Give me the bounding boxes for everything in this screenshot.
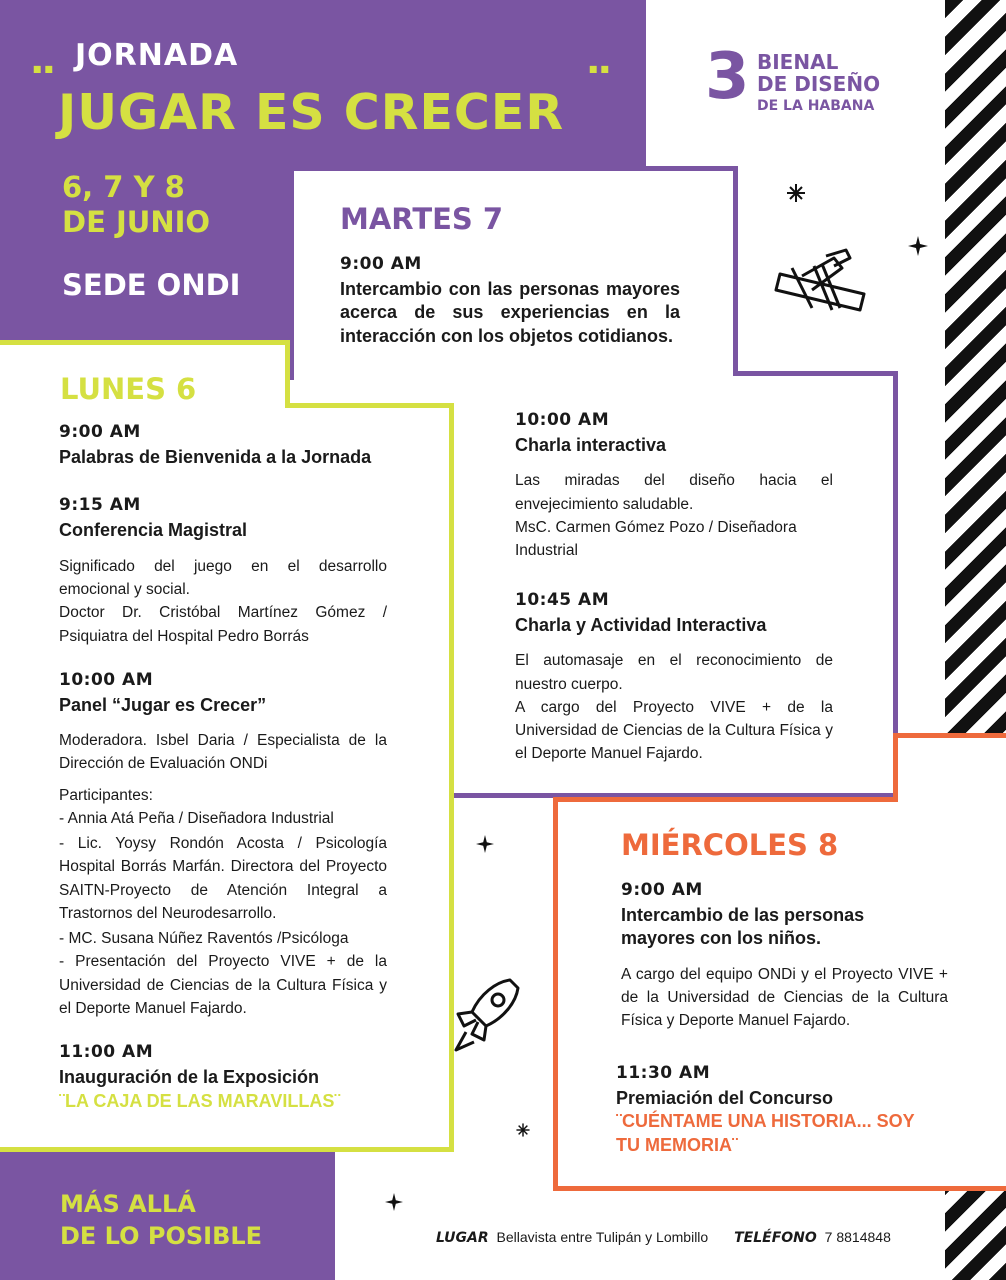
event-highlight: ¨CUÉNTAME UNA HISTORIA... SOY TU MEMORIA¨ xyxy=(616,1111,915,1155)
place-label: LUGAR xyxy=(436,1230,489,1246)
martes-event-2 xyxy=(515,410,833,570)
event-time: 10:45 AM xyxy=(515,590,610,610)
bienal-line1: BIENAL xyxy=(757,50,839,74)
event-type: JORNADA xyxy=(75,38,239,73)
participant: - Presentación del Proyecto VIVE + de la Universidad de Ciencias de la Cultura Física y el Deporte Manuel Fajardo. xyxy=(59,953,387,1017)
event-venue: SEDE ONDI xyxy=(62,268,241,302)
miercoles-heading: MIÉRCOLES 8 xyxy=(621,828,839,862)
event-desc: El automasaje en el reconocimiento de nuestro cuerpo. xyxy=(515,652,833,693)
miercoles-event-1 xyxy=(621,880,948,1041)
bienal-number: 3 xyxy=(705,40,750,114)
event-title: Conferencia Magistral xyxy=(59,520,248,541)
event-title: Palabras de Bienvenida a la Jornada xyxy=(59,447,372,467)
event-title: Intercambio con las personas mayores acerca de sus experiencias en la interacción con los objetos cotidianos. xyxy=(340,279,680,346)
miercoles-fill xyxy=(898,738,1006,808)
event-title: Charla interactiva xyxy=(515,435,667,455)
event-dates-line1: 6, 7 Y 8 xyxy=(62,170,185,204)
event-desc: A cargo del equipo ONDi y el Proyecto VIVE + de la Universidad de Ciencias de la Cultura Física y Deporte Manuel Fajardo. xyxy=(621,965,948,1030)
martes-event-1 xyxy=(340,254,680,360)
slogan-line1: MÁS ALLÁ xyxy=(60,1190,196,1218)
miercoles-event-2 xyxy=(616,1063,916,1157)
star-icon xyxy=(385,1193,403,1211)
event-desc: Significado del juego en el desarrollo emocional y social. xyxy=(59,557,387,599)
event-title: Inauguración de la Exposición xyxy=(59,1067,320,1088)
lunes-heading: LUNES 6 xyxy=(60,372,197,406)
event-desc: Las miradas del diseño hacia el envejecimiento saludable. xyxy=(515,472,833,513)
participants-label: Participantes: xyxy=(59,786,153,804)
event-time: 9:00 AM xyxy=(340,254,422,274)
event-title: Premiación del Concurso xyxy=(616,1088,834,1108)
event-name: JUGAR ES CRECER xyxy=(58,84,565,141)
lunes-border-step xyxy=(285,403,454,408)
event-desc: A cargo del Proyecto VIVE + de la Universidad de Ciencias de la Cultura Física y el Deporte Manuel Fajardo. xyxy=(515,698,833,763)
phone-value: 7 8814848 xyxy=(824,1229,891,1245)
martes-event-3 xyxy=(515,590,833,774)
participant: - Annia Atá Peña / Diseñadora Industrial xyxy=(59,809,334,827)
star-icon xyxy=(908,236,928,256)
lunes-events xyxy=(59,422,387,1113)
martes-heading: MARTES 7 xyxy=(340,202,504,236)
event-time: 11:00 AM xyxy=(59,1042,154,1063)
slogan-line2: DE LO POSIBLE xyxy=(60,1222,263,1250)
event-time: 11:30 AM xyxy=(616,1063,711,1083)
event-desc: Doctor Dr. Cristóbal Martínez Gómez / Psiquiatra del Hospital Pedro Borrás xyxy=(59,604,387,645)
event-desc: Moderadora. Isbel Daria / Especialista de la Dirección de Evaluación ONDi xyxy=(59,732,387,773)
lunes-border-right xyxy=(449,403,454,1152)
sparkle-icon xyxy=(515,1122,531,1138)
bienal-logo xyxy=(705,40,900,120)
place-value: Bellavista entre Tulipán y Lombillo xyxy=(496,1229,709,1245)
event-time: 9:00 AM xyxy=(59,422,141,442)
rocket-icon xyxy=(452,976,522,1056)
bienal-line2: DE DISEÑO xyxy=(757,72,881,96)
star-icon xyxy=(476,835,494,853)
event-title: Intercambio de las personas mayores con los niños. xyxy=(621,905,865,949)
participant: - Lic. Yoysy Rondón Acosta / Psicología Hospital Borrás Marfán. Directora del Proyecto SAITN-Proyecto de Atención Integral a Trastornos del Neurodesarrollo. xyxy=(59,835,387,922)
event-title: Panel “Jugar es Crecer” xyxy=(59,694,267,715)
quote-open: ¨ xyxy=(28,57,58,127)
event-time: 10:00 AM xyxy=(515,410,610,430)
event-time: 9:00 AM xyxy=(621,880,703,900)
event-highlight: ¨LA CAJA DE LAS MARAVILLAS¨ xyxy=(59,1090,341,1111)
participant: - MC. Susana Núñez Raventós /Psicóloga xyxy=(59,930,349,948)
bienal-line3: DE LA HABANA xyxy=(757,98,875,114)
quote-close: ¨ xyxy=(584,57,614,127)
event-desc: MsC. Carmen Gómez Pozo / Diseñadora Industrial xyxy=(515,518,797,560)
event-time: 9:15 AM xyxy=(59,495,141,516)
footer-contact xyxy=(436,1229,891,1246)
event-time: 10:00 AM xyxy=(59,669,154,690)
event-dates-line2: DE JUNIO xyxy=(62,205,211,239)
phone-label: TELÉFONO xyxy=(734,1230,817,1246)
event-title: Charla y Actividad Interactiva xyxy=(515,615,767,635)
